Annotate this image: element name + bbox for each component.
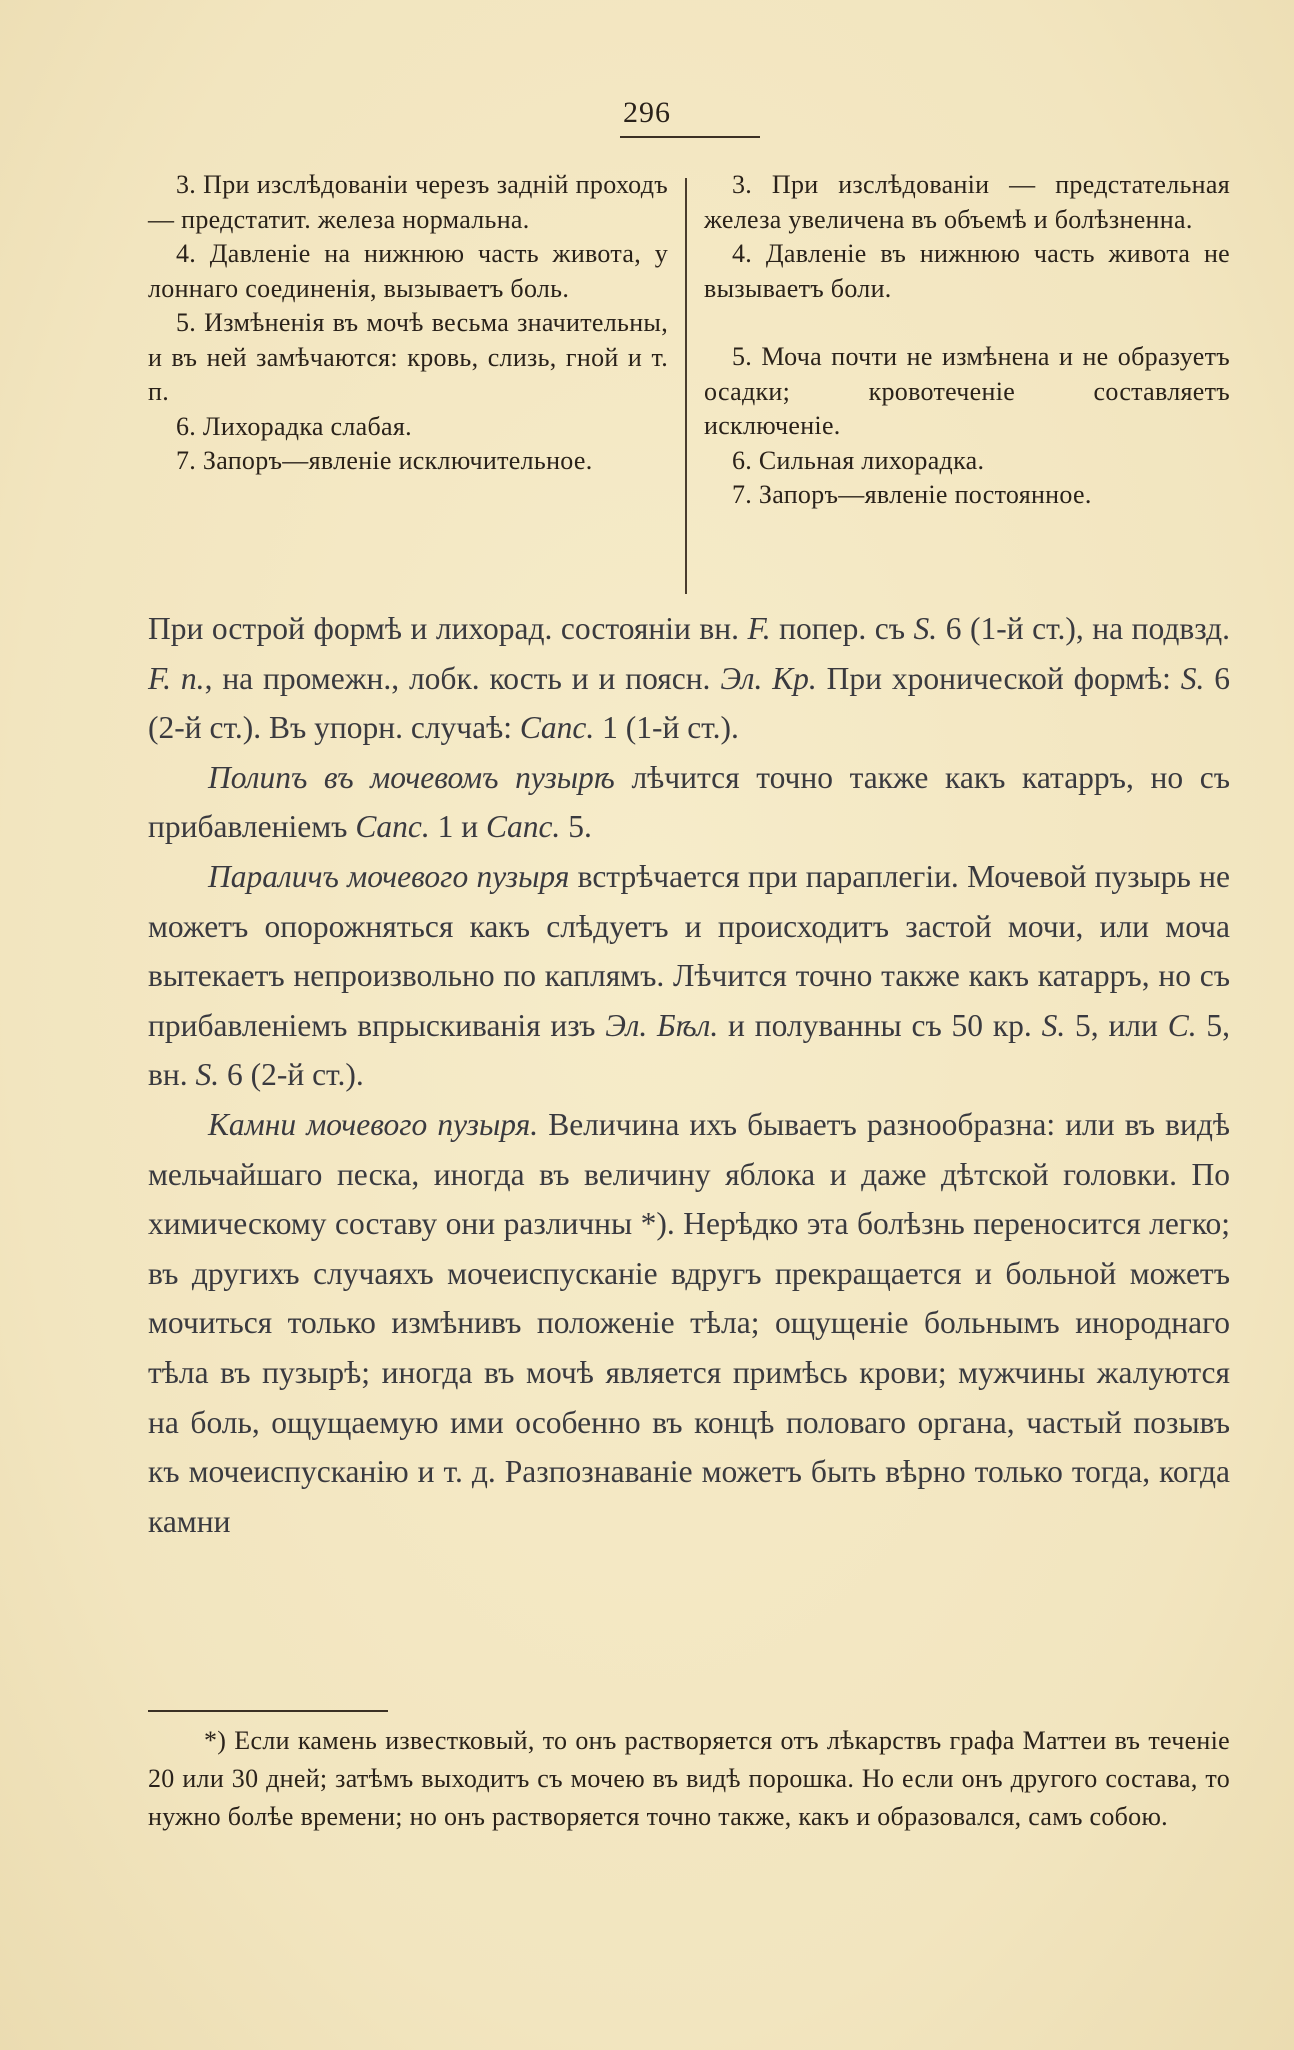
paragraph-treatment: При острой формѣ и лихорад. состояніи вн. F. попер. съ S. 6 (1-й ст.), на подвзд. F. п., на промежн., лобк. кость и и поясн. Эл. Кр. При хронической формѣ: S. 6 (2-й ст.). Въ упорн. случаѣ: Canc. 1 (1-й ст.).: [148, 611, 1231, 746]
footnote-text: *) Если камень известковый, то онъ растворяется отъ лѣкарствъ графа Маттеи въ теченіе 20 или 30 дней; затѣмъ выходитъ съ мочею въ видѣ порошка. Но если онъ другого состава, то нужно болѣе времени; но онъ растворяется точно также, какъ и образовался, самъ собою.: [148, 1726, 1230, 1831]
right-item-5: 5. Моча почти не измѣнена и не образуетъ осадки; кровотеченіе составляетъ исключеніе.: [704, 342, 1230, 440]
paragraph-polyp: Полипъ въ мочевомъ пузырѣ лѣчится точно также какъ катарръ, но съ прибавленіемъ Canc. 1 и Canc. 5.: [148, 759, 1230, 845]
right-item-6: 6. Сильная лихорадка.: [732, 445, 985, 475]
comparison-table: [148, 168, 1230, 598]
heading-stones: Камни мочевого пузыря.: [208, 1106, 539, 1142]
paragraph-stones: Камни мочевого пузыря. Величина ихъ бываетъ разнообразна: или въ видѣ мельчайшаго песка, иногда въ величину яблока и даже дѣтской головки. По химическому составу они различны *). Нерѣдко эта болѣзнь переносится легко; въ другихъ случаяхъ мочеиспусканіе вдругъ прекращается и больной можетъ мочиться только измѣнивъ положеніе тѣла; ощущеніе больнымъ инороднаго тѣла въ пузырѣ; иногда въ мочѣ является примѣсь крови; мужчины жалуются на боль, ощущаемую ими особенно въ концѣ половаго органа, частый позывъ къ мочеиспусканію и т. д. Разпознаваніе можетъ быть вѣрно только тогда, когда камни: [148, 1106, 1230, 1539]
column-divider: [685, 178, 687, 594]
right-column-gap: [704, 306, 1230, 340]
heading-paralysis: Параличъ мочевого пузыря: [208, 858, 570, 894]
main-text: [148, 604, 1230, 1546]
paragraph-paralysis: Параличъ мочевого пузыря встрѣчается при параплегіи. Мочевой пузырь не можетъ опорожняться какъ слѣдуетъ и происходитъ застой мочи, или моча вытекаетъ непроизвольно по каплямъ. Лѣчится точно также какъ катарръ, но съ прибавленіемъ впрыскиванія изъ Эл. Бѣл. и полуванны съ 50 кр. S. 5, или C. 5, вн. S. 6 (2-й ст.).: [148, 858, 1231, 1093]
comparison-left-column: [148, 168, 668, 479]
left-item-5: 5. Измѣненія въ мочѣ весьма значительны, и въ ней замѣчаются: кровь, слизь, гной и т. п.: [148, 308, 668, 406]
right-item-4: 4. Давленіе въ нижнюю часть живота не вызываетъ боли.: [704, 239, 1230, 303]
right-item-7: 7. Запоръ—явленіе постоянное.: [732, 480, 1092, 509]
footnote: [148, 1722, 1230, 1836]
left-item-6: 6. Лихорадка слабая.: [176, 411, 412, 441]
left-item-3: 3. При изслѣдованіи черезъ задній проходъ — предстатит. железа нормальна.: [148, 170, 668, 234]
heading-polyp: Полипъ въ мочевомъ пузырѣ: [208, 759, 615, 795]
header-rule: [620, 136, 760, 138]
comparison-right-column: [704, 168, 1230, 513]
left-item-7: 7. Запоръ—явленіе исключительное.: [176, 446, 593, 475]
page-number: 296: [623, 96, 671, 129]
right-item-3: 3. При изслѣдованіи — предстательная железа увеличена въ объемѣ и болѣзненна.: [704, 170, 1230, 234]
left-item-4: 4. Давленіе на нижнюю часть живота, у лоннаго соединенія, вызываетъ боль.: [148, 239, 668, 303]
footnote-rule: [148, 1710, 388, 1712]
